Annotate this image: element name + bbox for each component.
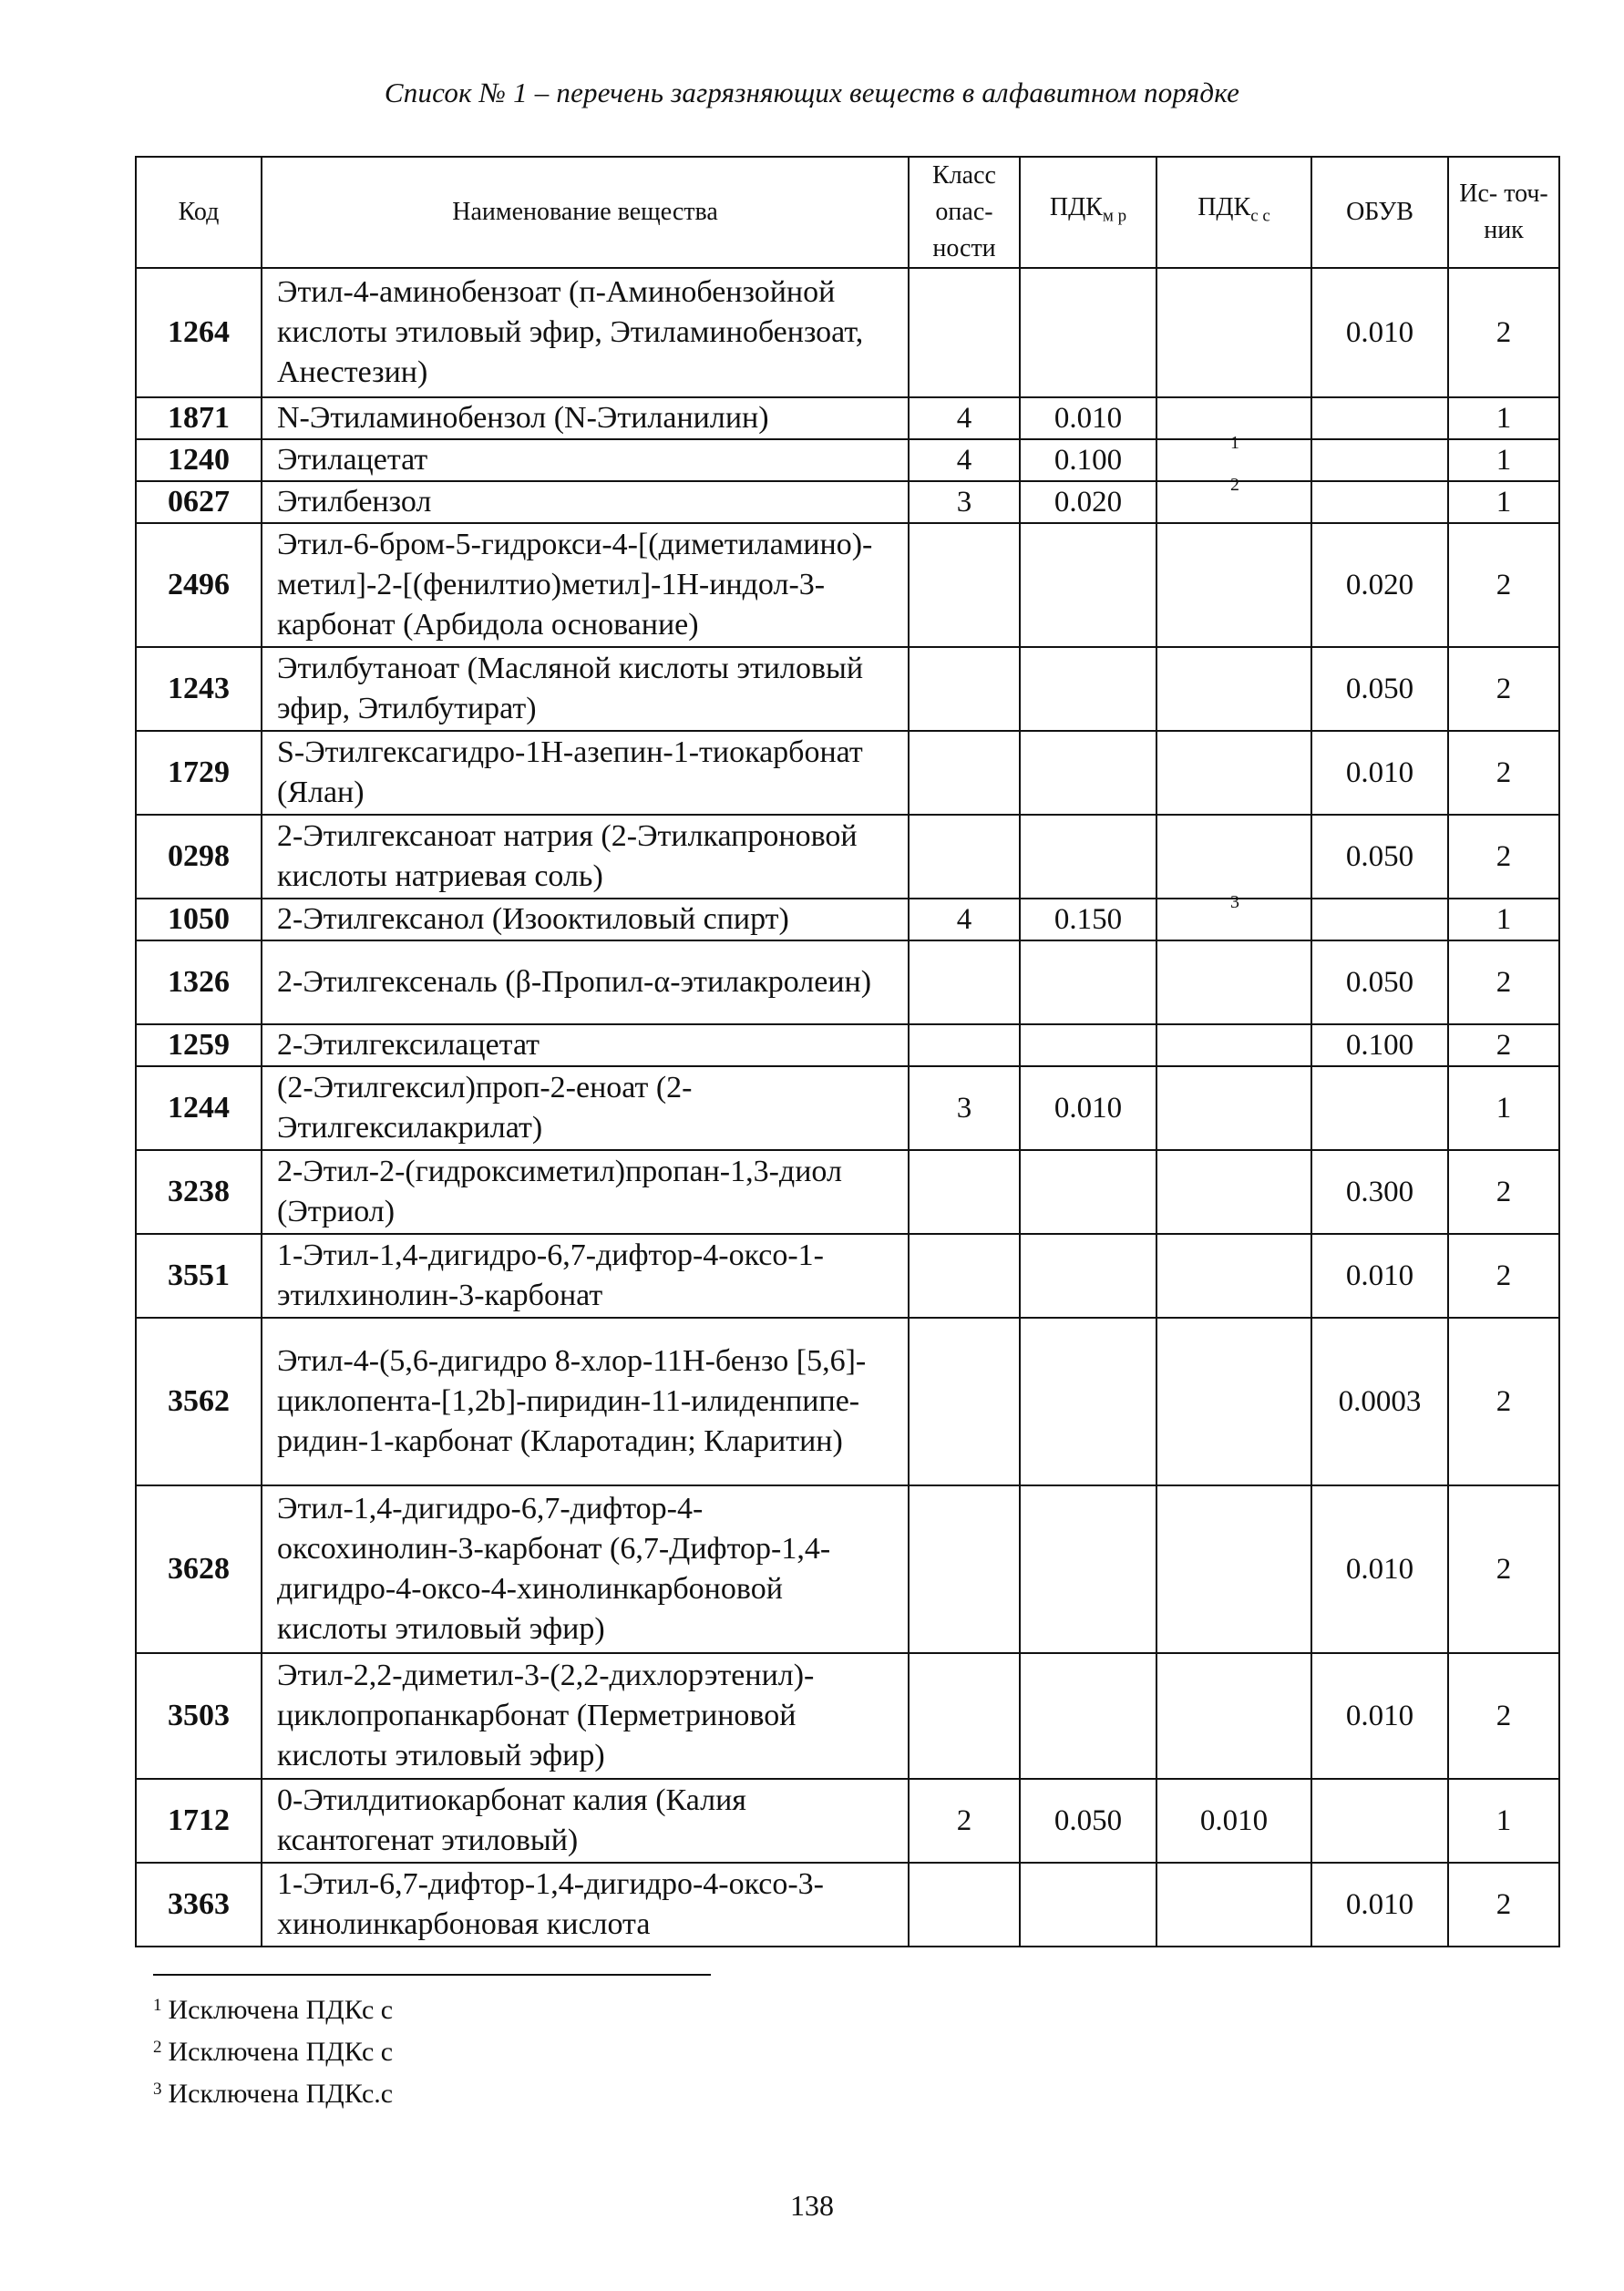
- footnote-reference: 2: [1230, 475, 1239, 495]
- table-row: [136, 1234, 1559, 1318]
- cell-name: Этил-2,2-диметил-3-(2,2-дихлорэтенил)-циклопропанкарбонат (Перметриновой кислоты этиловый эфир): [262, 1653, 909, 1779]
- cell-hazard-class: [909, 815, 1020, 899]
- cell-obuv: 0.020: [1311, 523, 1448, 647]
- cell-code: 3503: [136, 1653, 262, 1779]
- cell-pdk-ss: [1156, 1485, 1311, 1653]
- cell-hazard-class: 4: [909, 439, 1020, 481]
- cell-hazard-class: 2: [909, 1779, 1020, 1863]
- cell-obuv: [1311, 899, 1448, 940]
- cell-code: 2496: [136, 523, 262, 647]
- cell-source: 2: [1448, 268, 1559, 397]
- cell-pdk-mr: [1020, 268, 1156, 397]
- cell-name: 0-Этилдитиокарбонат калия (Калия ксантогенат этиловый): [262, 1779, 909, 1863]
- cell-obuv: [1311, 1066, 1448, 1150]
- cell-source: 1: [1448, 1066, 1559, 1150]
- table-row: [136, 523, 1559, 647]
- cell-pdk-ss: [1156, 892, 1311, 940]
- footnote-item: $^3$ Исключена ПДКс.с: [153, 2079, 394, 2109]
- cell-name: Этилбутаноат (Масляной кислоты этиловый эфир, Этилбутират): [262, 647, 909, 731]
- cell-pdk-mr: 0.020: [1020, 481, 1156, 523]
- cell-pdk-ss: [1156, 1234, 1311, 1318]
- cell-name: 1-Этил-6,7-дифтор-1,4-дигидро-4-оксо-3-хинолинкарбоновая кислота: [262, 1863, 909, 1947]
- cell-code: 3238: [136, 1150, 262, 1234]
- cell-hazard-class: [909, 731, 1020, 815]
- table-row: [136, 439, 1559, 481]
- footnote-separator: [153, 1974, 711, 1976]
- cell-code: 1871: [136, 397, 262, 439]
- cell-obuv: 0.050: [1311, 815, 1448, 899]
- table-body: [136, 268, 1559, 1947]
- cell-code: 3628: [136, 1485, 262, 1653]
- page-title: Список № 1 – перечень загрязняющих веществ в алфавитном порядке: [384, 77, 1240, 108]
- cell-name: Этилацетат: [262, 439, 909, 481]
- cell-hazard-class: 3: [909, 1066, 1020, 1150]
- cell-pdk-ss: [1156, 1653, 1311, 1779]
- cell-code: 1244: [136, 1066, 262, 1150]
- cell-name: Этил-4-аминобензоат (п-Аминобензойной кислоты этиловый эфир, Этиламинобензоат, Анестезин): [262, 268, 909, 397]
- footnote-reference: 1: [1230, 433, 1239, 453]
- cell-hazard-class: [909, 1234, 1020, 1318]
- cell-obuv: [1311, 481, 1448, 523]
- cell-name: S-Этилгексагидро-1Н-азепин-1-тиокарбонат (Ялан): [262, 731, 909, 815]
- cell-source: 2: [1448, 940, 1559, 1024]
- cell-pdk-ss: [1156, 1150, 1311, 1234]
- cell-source: 1: [1448, 481, 1559, 523]
- cell-obuv: 0.0003: [1311, 1318, 1448, 1485]
- header-pdk-ss: $ПДК_{с с}$: [1156, 157, 1311, 268]
- cell-code: 1712: [136, 1779, 262, 1863]
- cell-code: 1259: [136, 1024, 262, 1066]
- cell-pdk-mr: [1020, 647, 1156, 731]
- cell-pdk-ss: [1156, 815, 1311, 899]
- cell-obuv: [1311, 1779, 1448, 1863]
- cell-name: Этилбензол: [262, 481, 909, 523]
- cell-hazard-class: [909, 940, 1020, 1024]
- cell-pdk-mr: 0.050: [1020, 1779, 1156, 1863]
- cell-obuv: 0.010: [1311, 731, 1448, 815]
- cell-code: 1240: [136, 439, 262, 481]
- cell-pdk-mr: 0.010: [1020, 397, 1156, 439]
- header-name: Наименование вещества: [262, 157, 909, 268]
- cell-name: (2-Этилгексил)проп-2-еноат (2-Этилгексилакрилат): [262, 1066, 909, 1150]
- cell-code: 1264: [136, 268, 262, 397]
- table-row: [136, 1485, 1559, 1653]
- cell-obuv: [1311, 397, 1448, 439]
- table-row: [136, 268, 1559, 397]
- cell-hazard-class: [909, 1485, 1020, 1653]
- cell-hazard-class: [909, 1024, 1020, 1066]
- cell-name: 2-Этил-2-(гидроксиметил)пропан-1,3-диол (Этриол): [262, 1150, 909, 1234]
- cell-hazard-class: 4: [909, 899, 1020, 940]
- substances-table: [135, 156, 1560, 1947]
- table-row: [136, 731, 1559, 815]
- cell-pdk-ss: [1156, 1863, 1311, 1947]
- cell-name: Этил-4-(5,6-дигидро 8-хлор-11Н-бензо [5,6]-циклопента-[1,2b]-пиридин-11-илиденпипе-ридин-1-карбонат (Кларотадин; Кларитин): [262, 1318, 909, 1485]
- cell-source: 2: [1448, 815, 1559, 899]
- cell-pdk-mr: [1020, 815, 1156, 899]
- table-row: [136, 815, 1559, 899]
- cell-source: 2: [1448, 1024, 1559, 1066]
- cell-name: 2-Этилгексаноат натрия (2-Этилкапроновой кислоты натриевая соль): [262, 815, 909, 899]
- footnote-item: $^1$ Исключена ПДКс с: [153, 1995, 394, 2025]
- cell-obuv: [1311, 439, 1448, 481]
- cell-pdk-mr: [1020, 940, 1156, 1024]
- cell-source: 1: [1448, 397, 1559, 439]
- cell-pdk-mr: [1020, 1863, 1156, 1947]
- cell-pdk-mr: 0.150: [1020, 899, 1156, 940]
- cell-hazard-class: [909, 268, 1020, 397]
- cell-code: 0298: [136, 815, 262, 899]
- cell-pdk-mr: [1020, 1150, 1156, 1234]
- cell-hazard-class: [909, 523, 1020, 647]
- footnotes: [153, 1987, 393, 2112]
- table-header-row: [136, 157, 1559, 268]
- cell-pdk-ss: [1156, 940, 1311, 1024]
- table-row: [136, 1318, 1559, 1485]
- cell-source: 2: [1448, 1653, 1559, 1779]
- cell-hazard-class: 4: [909, 397, 1020, 439]
- header-pdk-mr-sub: м р: [1102, 206, 1127, 226]
- cell-name: Этил-6-бром-5-гидрокси-4-[(диметиламино)-метил]-2-[(фенилтио)метил]-1Н-индол-3-карбонат (Арбидола основание): [262, 523, 909, 647]
- cell-hazard-class: [909, 1863, 1020, 1947]
- cell-hazard-class: [909, 1318, 1020, 1485]
- cell-obuv: 0.010: [1311, 1234, 1448, 1318]
- header-obuv: ОБУВ: [1311, 157, 1448, 268]
- table-row: [136, 647, 1559, 731]
- footnote-reference: 3: [1230, 892, 1239, 912]
- table-row: [136, 899, 1559, 940]
- cell-source: 2: [1448, 523, 1559, 647]
- cell-obuv: 0.050: [1311, 647, 1448, 731]
- table-row: [136, 397, 1559, 439]
- table-row: [136, 940, 1559, 1024]
- cell-code: 0627: [136, 481, 262, 523]
- cell-source: 2: [1448, 1234, 1559, 1318]
- cell-source: 1: [1448, 899, 1559, 940]
- cell-pdk-mr: [1020, 1485, 1156, 1653]
- cell-code: 1050: [136, 899, 262, 940]
- cell-hazard-class: [909, 1653, 1020, 1779]
- cell-pdk-ss: [1156, 647, 1311, 731]
- cell-hazard-class: [909, 647, 1020, 731]
- table-row: [136, 1653, 1559, 1779]
- cell-obuv: 0.010: [1311, 1653, 1448, 1779]
- cell-obuv: 0.050: [1311, 940, 1448, 1024]
- cell-source: 2: [1448, 1150, 1559, 1234]
- table-row: [136, 481, 1559, 523]
- cell-code: 3363: [136, 1863, 262, 1947]
- cell-obuv: 0.100: [1311, 1024, 1448, 1066]
- cell-pdk-ss: [1156, 1024, 1311, 1066]
- cell-obuv: 0.010: [1311, 1863, 1448, 1947]
- cell-source: 2: [1448, 731, 1559, 815]
- cell-code: 1729: [136, 731, 262, 815]
- table-row: [136, 1779, 1559, 1863]
- cell-pdk-ss: [1156, 475, 1311, 523]
- header-code: Код: [136, 157, 262, 268]
- cell-name: N-Этиламинобензол (N-Этиланилин): [262, 397, 909, 439]
- table-row: [136, 1863, 1559, 1947]
- cell-source: 2: [1448, 1485, 1559, 1653]
- cell-hazard-class: 3: [909, 481, 1020, 523]
- table-row: [136, 1024, 1559, 1066]
- cell-code: 1326: [136, 940, 262, 1024]
- cell-pdk-mr: [1020, 1653, 1156, 1779]
- cell-pdk-ss: [1156, 268, 1311, 397]
- cell-code: 1243: [136, 647, 262, 731]
- cell-code: 3551: [136, 1234, 262, 1318]
- cell-source: 2: [1448, 647, 1559, 731]
- cell-name: Этил-1,4-дигидро-6,7-дифтор-4-оксохинолин-3-карбонат (6,7-Дифтор-1,4-дигидро-4-оксо-4-хинолинкарбоновой кислоты этиловый эфир): [262, 1485, 909, 1653]
- cell-name: 2-Этилгексанол (Изооктиловый спирт): [262, 899, 909, 940]
- cell-obuv: 0.010: [1311, 1485, 1448, 1653]
- cell-pdk-ss: [1156, 1066, 1311, 1150]
- cell-source: 2: [1448, 1318, 1559, 1485]
- cell-pdk-mr: [1020, 523, 1156, 647]
- header-source: Ис- точ- ник: [1448, 157, 1559, 268]
- table-row: [136, 1066, 1559, 1150]
- header-pdk-ss-sub: с с: [1250, 206, 1270, 226]
- cell-source: 1: [1448, 1779, 1559, 1863]
- table-row: [136, 1150, 1559, 1234]
- cell-pdk-mr: [1020, 731, 1156, 815]
- cell-pdk-mr: 0.100: [1020, 439, 1156, 481]
- cell-obuv: 0.300: [1311, 1150, 1448, 1234]
- cell-pdk-ss: [1156, 731, 1311, 815]
- cell-hazard-class: [909, 1150, 1020, 1234]
- cell-name: 1-Этил-1,4-дигидро-6,7-дифтор-4-оксо-1-этилхинолин-3-карбонат: [262, 1234, 909, 1318]
- footnote-item: $^2$ Исключена ПДКс с: [153, 2037, 394, 2067]
- cell-code: 3562: [136, 1318, 262, 1485]
- cell-pdk-mr: [1020, 1318, 1156, 1485]
- cell-pdk-ss: [1156, 523, 1311, 647]
- header-hazard-class: Класс опас- ности: [909, 157, 1020, 268]
- header-pdk-mr: $ПДК_{м р}$: [1020, 157, 1156, 268]
- cell-pdk-ss: 0.010: [1156, 1779, 1311, 1863]
- cell-pdk-ss: [1156, 1318, 1311, 1485]
- cell-pdk-mr: [1020, 1234, 1156, 1318]
- cell-source: 2: [1448, 1863, 1559, 1947]
- cell-source: 1: [1448, 439, 1559, 481]
- cell-name: 2-Этилгексилацетат: [262, 1024, 909, 1066]
- cell-pdk-mr: 0.010: [1020, 1066, 1156, 1150]
- cell-pdk-mr: [1020, 1024, 1156, 1066]
- page-number: 138: [790, 2189, 834, 2222]
- cell-obuv: 0.010: [1311, 268, 1448, 397]
- cell-name: 2-Этилгексеналь (β-Пропил-α-этилакролеин): [262, 940, 909, 1024]
